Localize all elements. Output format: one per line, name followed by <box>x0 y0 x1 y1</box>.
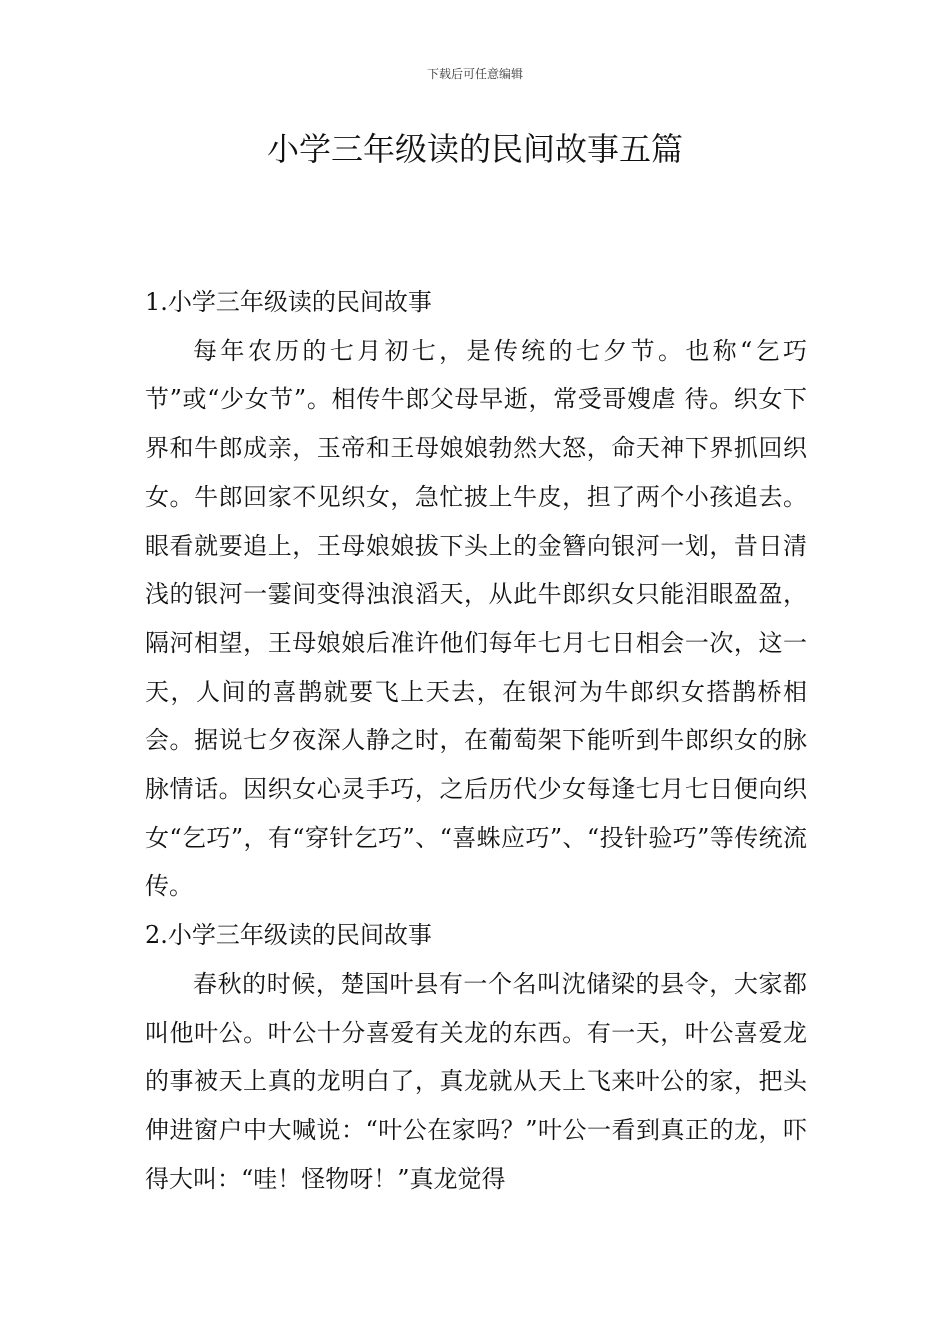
section-1-paragraph: 每年农历的七月初七，是传统的七夕节。也称“乞巧节”或“少女节”。相传牛郎父母早逝，常受哥嫂虐 待。织女下界和牛郎成亲，玉帝和王母娘娘勃然大怒，命天神下界抓回织女。牛郎回家不见织女，急忙披上牛皮，担了两个小孩追去。眼看就要追上，王母娘娘拔下头上的金簪向银河一划，昔日清浅的银河一霎间变得浊浪滔天，从此牛郎织女只能泪眼盈盈，隔河相望，王母娘娘后准许他们每年七月七日相会一次，这一天，人间的喜鹊就要飞上天去，在银河为牛郎织女搭鹊桥相会。据说七夕夜深人静之时，在葡萄架下能听到牛郎织女的脉脉情话。因织女心灵手巧，之后历代少女每逢七月七日便向织女“乞巧”，有“穿针乞巧”、“喜蛛应巧”、“投针验巧”等传统流传。 <box>145 336 807 901</box>
document-title: 小学三年级读的民间故事五篇 <box>266 130 683 168</box>
section-2-heading: 2.小学三年级读的民间故事 <box>145 921 432 950</box>
header-note: 下载后可任意编辑 <box>426 67 523 81</box>
section-2-paragraph: 春秋的时候，楚国叶县有一个名叫沈储梁的县令，大家都叫他叶公。叶公十分喜爱有关龙的东西。有一天，叶公喜爱龙的事被天上真的龙明白了，真龙就从天上飞来叶公的家，把头伸进窗户中大喊说：“叶公在家吗？”叶公一看到真正的龙，吓得大叫：“哇！怪物呀！”真龙觉得 <box>145 969 807 1193</box>
section-1-heading: 1.小学三年级读的民间故事 <box>145 288 432 316</box>
document-body <box>145 278 807 1203</box>
